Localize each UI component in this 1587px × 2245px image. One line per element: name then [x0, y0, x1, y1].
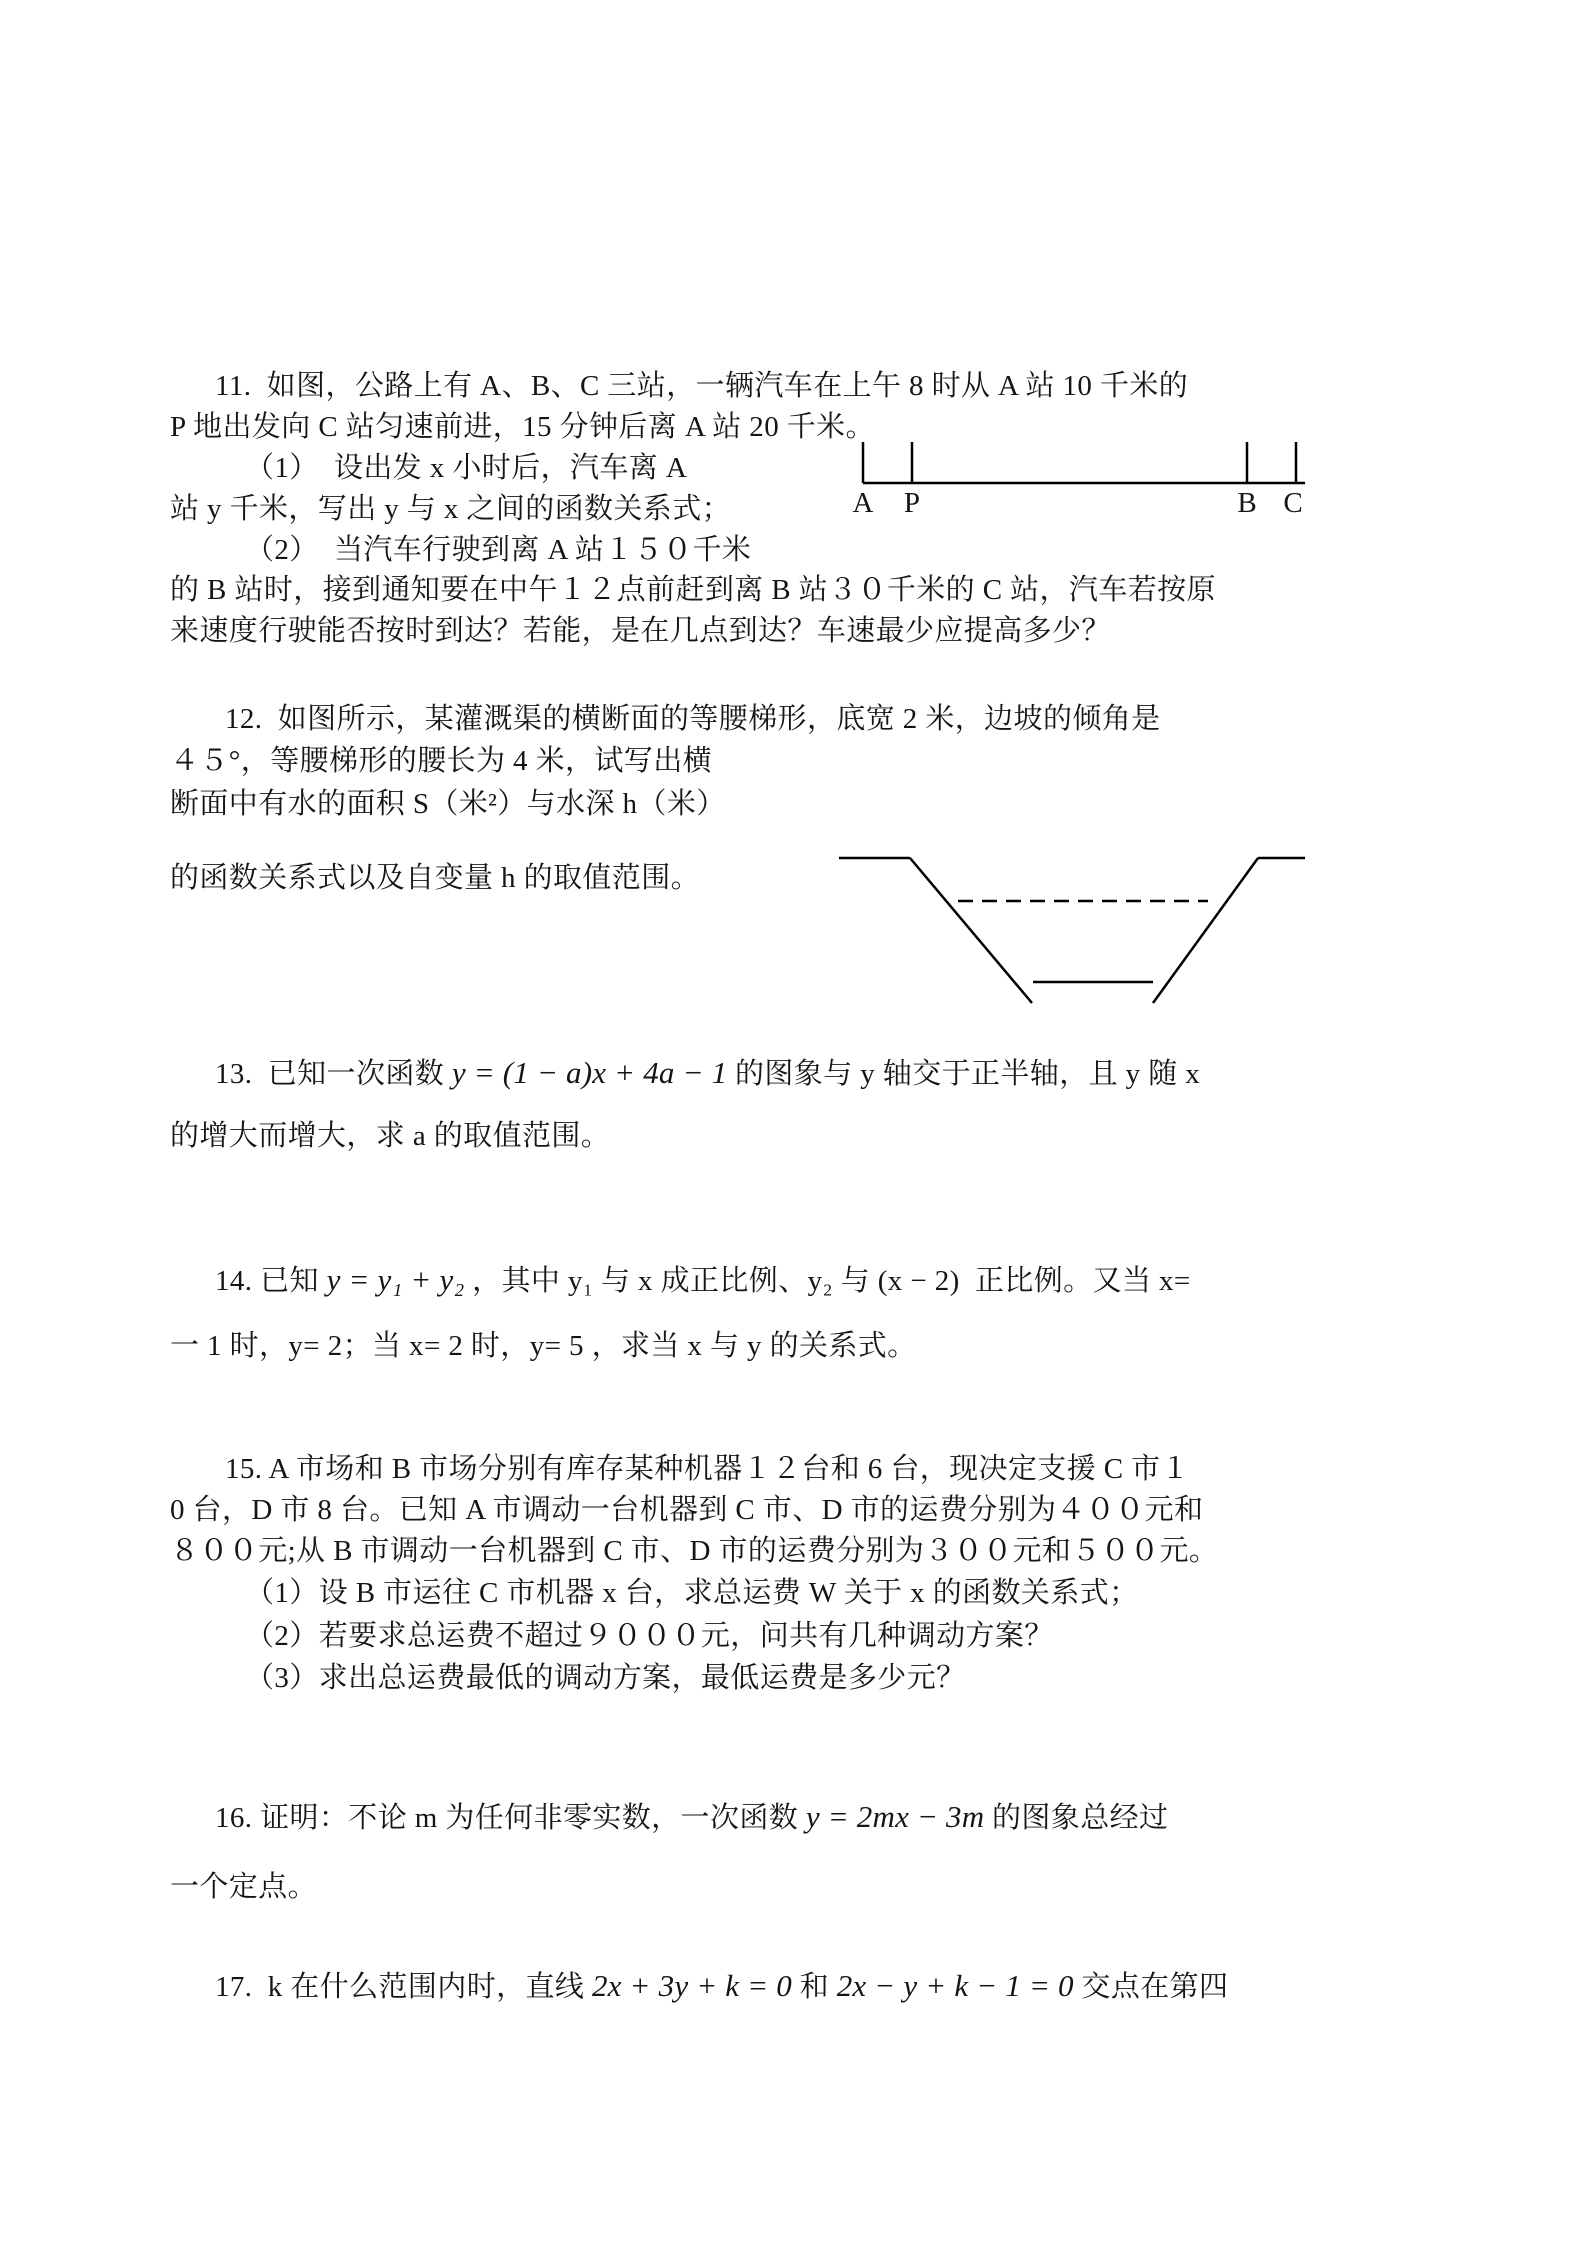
problem-16-line-2 [170, 1867, 317, 1907]
math-expression: y = 2mx − 3m [805, 1799, 985, 1834]
trapezoid-right-slope [1153, 858, 1258, 1003]
road-label-a: A [852, 487, 874, 519]
text-run: 一个定点。 [170, 1871, 318, 1903]
trapezoid-left-slope [910, 858, 1032, 1003]
problem-11-line-4 [170, 489, 731, 529]
problem-11-line-3 [245, 448, 687, 488]
problem-12-line-2 [170, 741, 712, 781]
trapezoid-diagram [830, 845, 1320, 1015]
text-run: 13. 已知一次函数 [215, 1058, 452, 1090]
problem-11-line-2 [170, 407, 875, 447]
math-expression: 2x + 3y + k = 0 [591, 1968, 792, 2003]
problem-17-line-1 [215, 1966, 1228, 2007]
text-run: （1）设 B 市运往 C 市机器 x 台，求总运费 W 关于 x 的函数关系式； [245, 1577, 1139, 1609]
text-run: 11. 如图，公路上有 A、B、C 三站，一辆汽车在上午 8 时从 A 站 10 千米的 [215, 370, 1189, 402]
problem-14-line-1 [215, 1260, 1191, 1301]
problem-12-line-4 [170, 858, 700, 898]
problem-11-line-7 [170, 611, 1111, 651]
problem-11-line-6 [170, 570, 1216, 610]
math-expression: y = y₁ + y₂ [326, 1262, 465, 1297]
text-run: 12. 如图所示，某灌溉渠的横断面的等腰梯形，底宽 2 米，边坡的倾角是 [225, 703, 1161, 735]
problem-15-line-4 [245, 1573, 1139, 1613]
problem-13-line-1 [215, 1053, 1200, 1094]
road-label-p: P [903, 487, 921, 519]
text-run: 和 [792, 1971, 837, 2003]
problem-12-line-3 [170, 784, 726, 824]
text-run: 0 台，D 市 8 台。已知 A 市调动一台机器到 C 市、D 市的运费分别为４００元和 [170, 1494, 1204, 1526]
problem-11-line-1 [215, 366, 1188, 406]
problem-15-line-2 [170, 1490, 1203, 1530]
text-run: P 地出发向 C 站匀速前进，15 分钟后离 A 站 20 千米。 [170, 411, 875, 443]
text-run: 来速度行驶能否按时到达？若能，是在几点到达？车速最少应提高多少？ [170, 615, 1111, 647]
problem-15-line-5 [245, 1616, 1054, 1656]
problem-15-line-1 [225, 1449, 1190, 1489]
text-run: ，其中 y₁ 与 x 成正比例、y₂ 与 (x − 2) 正比例。又当 x= [464, 1265, 1191, 1297]
text-run: （2）若要求总运费不超过９０００元，问共有几种调动方案？ [245, 1620, 1054, 1652]
problem-12-line-1 [225, 699, 1161, 739]
text-run: 的图象与 y 轴交于正半轴，且 y 随 x [727, 1058, 1201, 1090]
problem-15-line-6 [245, 1658, 966, 1698]
road-label-c: C [1283, 487, 1303, 519]
text-run: 的函数关系式以及自变量 h 的取值范围。 [170, 862, 701, 894]
text-run: 15. A 市场和 B 市场分别有库存某种机器１２台和 6 台，现决定支援 C 市１ [225, 1453, 1190, 1485]
road-diagram [840, 428, 1320, 490]
problem-11-line-5 [245, 530, 751, 570]
problem-16-line-1 [215, 1797, 1168, 1838]
text-run: ８００元;从 B 市调动一台机器到 C 市、D 市的运费分别为３００元和５００元。 [170, 1535, 1219, 1567]
text-run: 14. 已知 [215, 1265, 327, 1297]
text-run: （2） 当汽车行驶到离 A 站１５０千米 [245, 534, 752, 566]
text-run: （1） 设出发 x 小时后，汽车离 A [245, 452, 688, 484]
problem-13-line-2 [170, 1116, 610, 1156]
text-run: 断面中有水的面积 S（米²）与水深 h（米） [170, 788, 726, 820]
text-run: 的 B 站时，接到通知要在中午１２点前赶到离 B 站３０千米的 C 站，汽车若按原 [170, 574, 1216, 606]
text-run: 17. k 在什么范围内时，直线 [215, 1971, 592, 2003]
text-run: 的增大而增大，求 a 的取值范围。 [170, 1120, 611, 1152]
text-run: 的图象总经过 [984, 1802, 1169, 1834]
problem-14-line-2 [170, 1326, 917, 1366]
text-run: （3）求出总运费最低的调动方案，最低运费是多少元？ [245, 1662, 966, 1694]
text-run: 站 y 千米，写出 y 与 x 之间的函数关系式； [170, 493, 732, 525]
problem-15-line-3 [170, 1531, 1218, 1571]
text-run: ４５°，等腰梯形的腰长为 4 米，试写出横 [170, 745, 712, 777]
math-expression: 2x − y + k − 1 = 0 [836, 1968, 1074, 2003]
text-run: 交点在第四 [1073, 1971, 1229, 2003]
text-run: 一 1 时，y= 2；当 x= 2 时，y= 5 ，求当 x 与 y 的关系式。 [170, 1330, 917, 1362]
road-label-b: B [1237, 487, 1257, 519]
math-expression: y = (1 − a)x + 4a − 1 [451, 1055, 728, 1090]
text-run: 16. 证明：不论 m 为任何非零实数，一次函数 [215, 1802, 806, 1834]
